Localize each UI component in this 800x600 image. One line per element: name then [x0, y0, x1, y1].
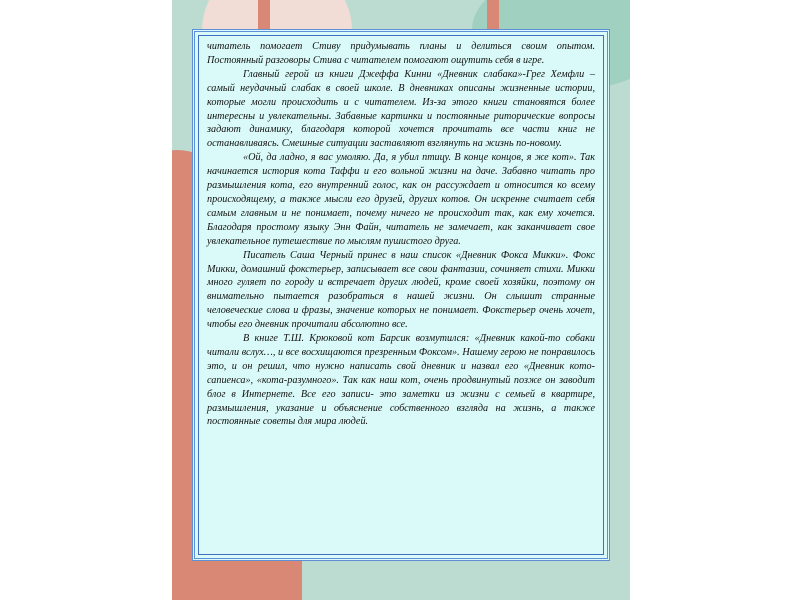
text-frame: [192, 29, 610, 561]
paragraph-1: читатель помогает Стиву придумывать планы и делиться своим опытом. Постоянный разговоры Стива с читателем помогают ощутить себя в игре.: [207, 41, 595, 66]
article-text: [207, 40, 595, 429]
paragraph-2: Главный герой из книги Джеффа Кинни «Дневник слабака»-Грег Хемфли – самый неудачный слабак в своей школе. В дневниках описаны жизненные истории, которые могли происходить и с читателем. Из-за этого книги становятся более интересны и увлекательны. Забавные картинки и постоянные риторические вопросы задают динамику, благодаря которой хочется прочитать все части книг не останавливаясь. Смешные ситуации заставляют взглянуть на жизнь по-новому.: [207, 68, 595, 150]
paragraph-3: «Ой, да ладно, я вас умоляю. Да, я убил птицу. В конце концов, я же кот». Так начинается история кота Таффи и его вольной жизни на даче. Забавно читать про размышления кота, его внутренний голос, как он рассуждает и относится ко всему происходящему, а также мысли его друзей, других котов. Он искренне считает себя самым главным и не понимает, почему ничего не происходит так, как ему хочется. Благодаря простому языку Энн Файн, читатель не замечает, как заканчивает свое увлекательное путешествие по мыслям пушистого друга.: [207, 152, 595, 247]
paragraph-4: Писатель Саша Черный принес в наш список «Дневник Фокса Микки». Фокс Микки, домашний фокстерьер, записывает все свои фантазии, сочиняет стихи. Микки много гуляет по городу и встречает других людей, кроме своей хозяйки, поэтому он внимательно пытается разобраться в нашей жизни. Он слышит странные человеческие слова и фразы, значение которых не понимает. Фокстерьер очень хочет, чтобы его дневник прочитали абсолютно все.: [207, 249, 595, 331]
paragraph-5: В книге Т.Ш. Крюковой кот Барсик возмутился: «Дневник какой-то собаки читали вслух…, и все восхищаются презренным Фоксом». Нашему герою не понравилось это, и он решил, что нужно написать свой дневник и назвал его «Дневник кото-сапиенса», «кота-разумного». Так как наш кот, очень продвинутый позже он заводит блог в Интернете. Все его записи- это заметки из жизни с семьей в квартире, размышления, указание и объяснение собственного взгляда на жизнь, а также постоянные советы для мира людей.: [207, 333, 595, 428]
